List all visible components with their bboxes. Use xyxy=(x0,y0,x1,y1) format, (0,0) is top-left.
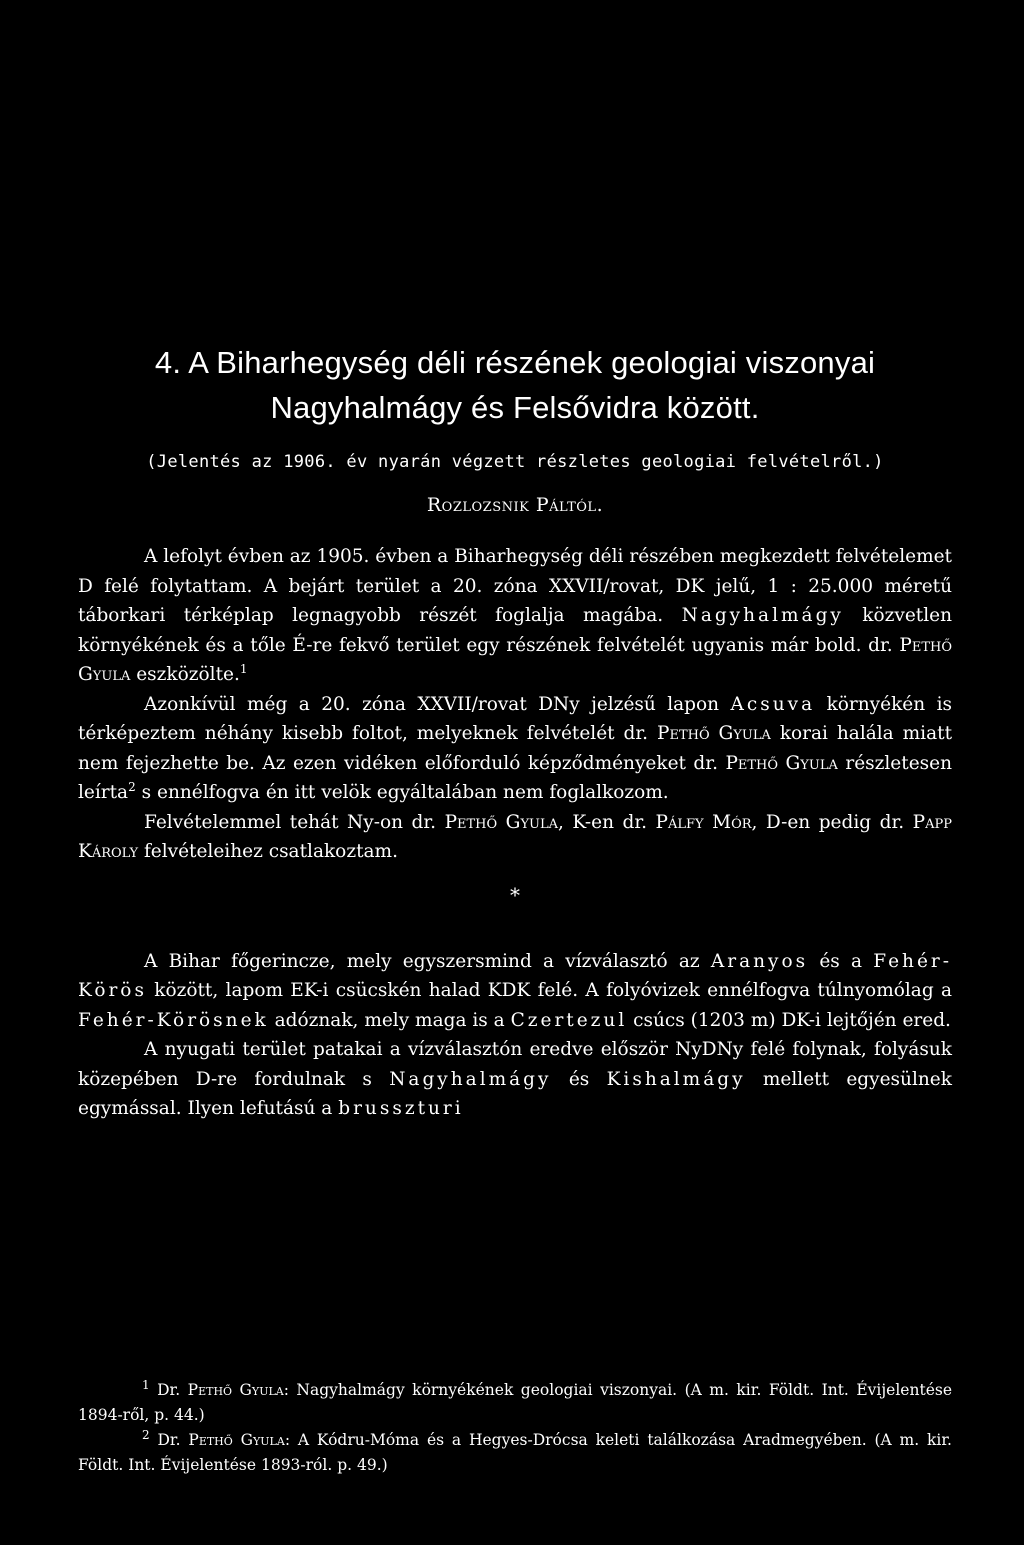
place-name: Nagyhalmágy xyxy=(389,1068,552,1090)
place-name: Fehér-Körös xyxy=(78,950,952,1001)
text: , D-en pedig dr. xyxy=(751,811,905,833)
place-name: Fehér-Körösnek xyxy=(78,1009,269,1031)
text: eszközölte. xyxy=(136,664,240,685)
text: Dr. xyxy=(157,1431,181,1449)
text: Felvételemmel tehát Ny-on dr. xyxy=(144,811,437,833)
person-name: Pethő Gyula xyxy=(187,1381,284,1399)
article-body xyxy=(78,542,952,1124)
paragraph-5 xyxy=(78,1035,952,1124)
section-separator: * xyxy=(510,882,520,907)
place-name: Aranyos xyxy=(710,950,809,972)
text: között, lapom EK-i csücskén halad KDK felé. A folyóvizek ennélfogva túlnyomólag a xyxy=(154,980,952,1001)
text: korai halála miatt nem fejezhette be. Az ezen vidéken előforduló képződményeket dr. xyxy=(78,723,952,774)
paragraph-2 xyxy=(78,690,952,808)
text: A Bihar főgerincze, mely egyszersmind a vízválasztó az xyxy=(144,950,700,972)
paragraph-4 xyxy=(78,947,952,1036)
place-name: Czertezul xyxy=(510,1009,628,1031)
footnote-1 xyxy=(78,1378,952,1428)
text: : Nagyhalmágy környékének geologiai viszonyai. (A m. kir. Földt. Int. Évijelentése 1894-ről, p. 44.) xyxy=(78,1381,952,1424)
text: és xyxy=(568,1068,590,1090)
footnote-number: 2 xyxy=(142,1427,150,1442)
text: , K-en dr. xyxy=(558,811,648,833)
text: : A Kódru-Móma és a Hegyes-Drócsa keleti találkozása Aradmegyében. (A m. kir. Földt. Int. Évijelentése 1893-ról. p. 49.) xyxy=(78,1431,952,1474)
text: s ennélfogva én itt velök egyáltalában nem foglalkozom. xyxy=(141,782,669,803)
text: Azonkívül még a 20. zóna XXVII/rovat DNy jelzésű lapon xyxy=(144,693,720,715)
text: környékén is térképeztem néhány kisebb foltot, melyeknek felvételét dr. xyxy=(78,693,952,744)
text: közvetlen környékének és a tőle É-re fekvő terület egy részének felvételét ugyanis már bold. dr. xyxy=(78,605,953,656)
text: A lefolyt évben az 1905. évben a Biharhegység déli részében megkezdett felvételemet D felé folytattam. A bejárt terület a 20. zóna XXVII/rovat, DK jelű, 1 : 25.000 méretű táborkari térképlap legnagyobb részét foglalja magába. xyxy=(78,546,952,626)
person-name: Pethő Gyula xyxy=(657,723,771,744)
text: A nyugati terület patakai a vízválasztón eredve először NyDNy felé folynak, folyásuk közepében D-re fordulnak s xyxy=(78,1039,952,1090)
footnote-number: 1 xyxy=(142,1377,150,1392)
place-name: Nagyhalmágy xyxy=(681,605,844,626)
page xyxy=(78,340,952,1124)
text: adóznak, mely maga is a xyxy=(274,1009,505,1031)
article-author: Rozlozsnik Páltól. xyxy=(426,494,604,516)
person-name: Pethő Gyula xyxy=(444,811,559,833)
article-title: 4. A Biharhegység déli részének geologiai viszonyai Nagyhalmágy és Felsővidra között. xyxy=(154,345,876,425)
place-name: brusszturi xyxy=(338,1098,464,1119)
paragraph-3 xyxy=(78,808,952,867)
place-name: Kishalmágy xyxy=(606,1068,746,1090)
text: részletesen leírta xyxy=(78,752,952,803)
text: és a xyxy=(819,950,863,972)
person-name: Pethő Gyula xyxy=(725,752,838,774)
place-name: Acsuva xyxy=(730,693,816,715)
footnotes xyxy=(78,1378,952,1478)
footnote-ref: 2 xyxy=(128,779,136,794)
text: csúcs (1203 m) DK-i lejtőjén ered. xyxy=(633,1009,951,1031)
article-subtitle: (Jelentés az 1906. év nyarán végzett részletes geologiai felvételről.) xyxy=(146,452,884,472)
person-name: Pethő Gyula xyxy=(78,634,952,685)
person-name: Pethő Gyula xyxy=(188,1431,285,1449)
paragraph-1 xyxy=(78,542,952,690)
text: felvételeihez csatlakoztam. xyxy=(143,841,398,862)
text: mellett egyesülnek egymással. Ilyen lefutású a xyxy=(78,1068,952,1119)
footnote-ref: 1 xyxy=(239,661,248,676)
person-name: Pálfy Mór xyxy=(655,811,752,833)
text: Dr. xyxy=(157,1381,181,1399)
footnote-2 xyxy=(78,1428,952,1478)
person-name: Papp Károly xyxy=(78,811,952,862)
